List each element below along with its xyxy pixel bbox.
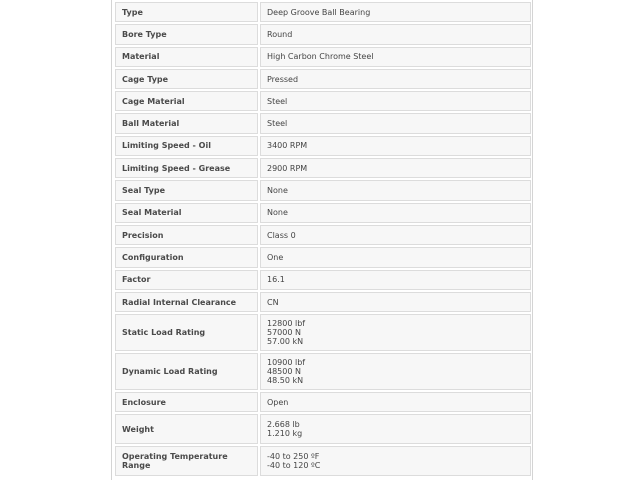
spec-label: Type bbox=[115, 2, 258, 22]
spec-row-radial-internal-clearance bbox=[115, 292, 531, 312]
spec-value-line: 57000 N bbox=[267, 328, 301, 338]
spec-label: Dynamic Load Rating bbox=[115, 353, 258, 390]
spec-row-type bbox=[115, 2, 531, 22]
spec-value-line: 2.668 lb bbox=[267, 420, 300, 430]
spec-value-line: Round bbox=[267, 29, 293, 39]
spec-value-line: 3400 RPM bbox=[267, 141, 308, 151]
spec-row-bore-type bbox=[115, 24, 531, 44]
spec-row-seal-type bbox=[115, 180, 531, 200]
spec-label: Limiting Speed - Grease bbox=[115, 158, 258, 178]
spec-row-ball-material bbox=[115, 113, 531, 133]
spec-value-line: 2900 RPM bbox=[267, 163, 308, 173]
spec-value bbox=[260, 69, 531, 89]
spec-value-line: CN bbox=[267, 297, 279, 307]
spec-label: Enclosure bbox=[115, 392, 258, 412]
spec-value-line: None bbox=[267, 208, 288, 218]
spec-row-weight bbox=[115, 414, 531, 444]
spec-value-line: Pressed bbox=[267, 74, 299, 84]
spec-label: Ball Material bbox=[115, 113, 258, 133]
spec-value bbox=[260, 91, 531, 111]
spec-value-line: -40 to 250 ºF bbox=[267, 452, 320, 462]
spec-row-cage-material bbox=[115, 91, 531, 111]
spec-value-line: 16.1 bbox=[267, 275, 285, 285]
spec-row-seal-material bbox=[115, 203, 531, 223]
spec-value bbox=[260, 47, 531, 67]
spec-value bbox=[260, 292, 531, 312]
spec-value-line: 10900 lbf bbox=[267, 358, 306, 368]
spec-value bbox=[260, 24, 531, 44]
spec-table bbox=[115, 2, 531, 478]
spec-label: Weight bbox=[115, 414, 258, 444]
spec-label: Seal Material bbox=[115, 203, 258, 223]
spec-label: Factor bbox=[115, 270, 258, 290]
spec-value bbox=[260, 158, 531, 178]
spec-label: Static Load Rating bbox=[115, 314, 258, 351]
spec-value-line: Deep Groove Ball Bearing bbox=[267, 7, 371, 17]
spec-row-factor bbox=[115, 270, 531, 290]
spec-row-limiting-speed-grease bbox=[115, 158, 531, 178]
spec-row-cage-type bbox=[115, 69, 531, 89]
spec-value-line: 57.00 kN bbox=[267, 337, 304, 347]
spec-value bbox=[260, 203, 531, 223]
spec-value-line: Open bbox=[267, 397, 289, 407]
spec-row-static-load-rating bbox=[115, 314, 531, 351]
spec-label: Cage Material bbox=[115, 91, 258, 111]
spec-value bbox=[260, 136, 531, 156]
spec-label: Material bbox=[115, 47, 258, 67]
spec-value-line: 1.210 kg bbox=[267, 429, 303, 439]
spec-label: Cage Type bbox=[115, 69, 258, 89]
spec-value bbox=[260, 270, 531, 290]
spec-row-dynamic-load-rating bbox=[115, 353, 531, 390]
spec-value-line: 48500 N bbox=[267, 367, 301, 377]
spec-value-line: One bbox=[267, 252, 284, 262]
spec-row-enclosure bbox=[115, 392, 531, 412]
spec-value bbox=[260, 180, 531, 200]
spec-value bbox=[260, 446, 531, 476]
spec-row-material bbox=[115, 47, 531, 67]
spec-value bbox=[260, 113, 531, 133]
spec-label: Operating Temperature Range bbox=[115, 446, 258, 476]
spec-label: Limiting Speed - Oil bbox=[115, 136, 258, 156]
spec-value-line: High Carbon Chrome Steel bbox=[267, 52, 374, 62]
spec-value-line: 48.50 kN bbox=[267, 376, 304, 386]
spec-value-line: Steel bbox=[267, 96, 288, 106]
spec-value bbox=[260, 353, 531, 390]
spec-value bbox=[260, 225, 531, 245]
spec-row-limiting-speed-oil bbox=[115, 136, 531, 156]
spec-label: Precision bbox=[115, 225, 258, 245]
spec-value-line: 12800 lbf bbox=[267, 319, 306, 329]
spec-label: Configuration bbox=[115, 247, 258, 267]
spec-value-line: None bbox=[267, 186, 288, 196]
spec-row-operating-temperature-range bbox=[115, 446, 531, 476]
spec-value bbox=[260, 414, 531, 444]
spec-row-configuration bbox=[115, 247, 531, 267]
spec-value bbox=[260, 314, 531, 351]
spec-row-precision bbox=[115, 225, 531, 245]
spec-value-line: Steel bbox=[267, 119, 288, 129]
spec-label: Seal Type bbox=[115, 180, 258, 200]
spec-value-line: -40 to 120 ºC bbox=[267, 461, 321, 471]
spec-value bbox=[260, 247, 531, 267]
spec-value bbox=[260, 2, 531, 22]
spec-value-line: Class 0 bbox=[267, 230, 296, 240]
spec-label: Radial Internal Clearance bbox=[115, 292, 258, 312]
spec-label: Bore Type bbox=[115, 24, 258, 44]
spec-panel bbox=[111, 0, 533, 480]
spec-value bbox=[260, 392, 531, 412]
